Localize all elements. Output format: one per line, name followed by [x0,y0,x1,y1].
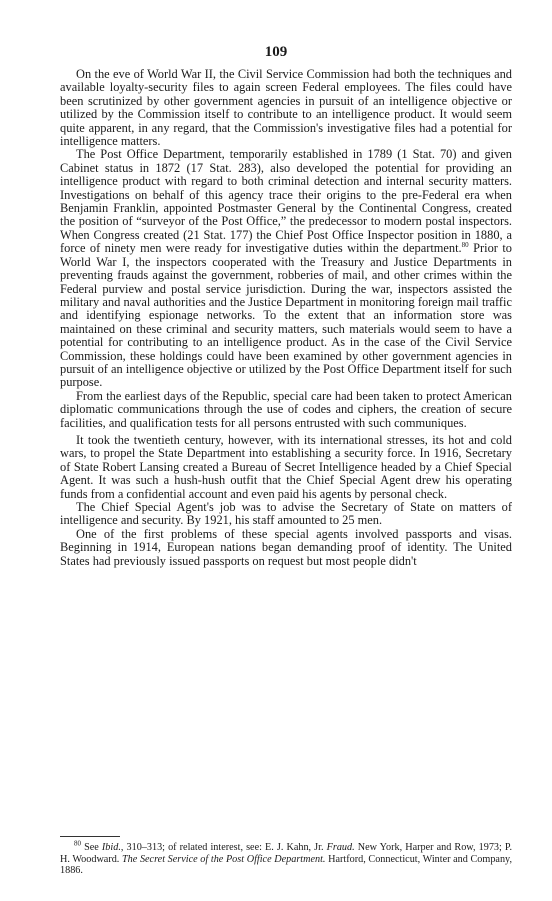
paragraph-state-department: It took the twentieth century, however, with its international stresses, its hot and cold wars, to propel the State Department into establishing a security force. In 1916, Secretary of State Robert Lansing created a Bureau of Secret Intelligence headed by a Chief Special Agent. It was such a hush-hush outfit that the Chief Special Agent drew his operating funds from a confidential account and even paid his agents by personal check. [60,432,512,501]
footnote-text-c: Hartford, Connecticut, Winter and Company, 1886. [60,853,513,877]
footnote [60,839,513,877]
paragraph-post-office-continued: Prior to World War I, the inspectors cooperated with the Treasury and Justice Departments in preventing frauds against the government, robberies of mail, and other crimes within the Federal purview and postal service jurisdiction. During the war, inspectors assisted the military and naval authorities and the Justice Department in monitoring foreign mail traffic and identifying espionage networks. To the extent that an information store was maintained on these criminal and security matters, such materials would seem to have a potential for contributing to an intelligence product. As in the case of the Civil Service Commission, these holdings could have been examined by other government agencies in pursuit of an intelligence objective or utilized by the Post Office Department itself for such purpose. [60,241,512,390]
paragraph-post-office-text: The Post Office Department, temporarily established in 1789 (1 Stat. 70) and given Cabinet status in 1872 (17 Stat. 283), also developed the potential for providing an intelligence product with regard to both criminal detection and internal security matters. Investigations on behalf of this agency trace their origins to the pre-Federal era when Benjamin Franklin, appointed Postmaster General by the Continental Congress, created the position of “surveyor of the Post Office,” the predecessor to modern postal inspectors. When Congress created (21 Stat. 177) the Chief Post Office Inspector position in 1880, a force of ninety men were ready for investigative duties within the department. [60,147,512,256]
footnote-text-a: , 310–313; of related interest, see: E. J. Kahn, Jr. [120,842,324,853]
page-number: 109 [264,44,288,60]
paragraph-passports: One of the first problems of these special agents involved passports and visas. Beginning in 1914, European nations began demanding proof of identity. The United States had previously issued passports on request but most people didn't [60,526,512,568]
footnote-marker: 80 [74,839,81,848]
paragraph-civil-service: On the eve of World War II, the Civil Service Commission had both the techniques and available loyalty-security files to again screen Federal employees. The files could have been scrutinized by other government agencies in pursuit of an intelligence objective or utilized by the Commission itself to contribute to an intelligence product. It would seem quite apparent, in any regard, that the Commission's investigative files had a potential for intelligence matters. [60,67,512,149]
footnote-reference: 80 [461,241,469,250]
paragraph-diplomatic: From the earliest days of the Republic, special care had been taken to protect American diplomatic communications through the use of codes and ciphers, the creation of secure facilities, and qualification tests for all persons entrusted with such communiques. [60,388,512,430]
footnote-title-secret-service: The Secret Service of the Post Office Department. [122,853,326,865]
footnote-divider [60,836,120,837]
paragraph-post-office [60,148,512,389]
footnote-text-b: New York, Harper and Row, 1973; P. H. Woodward. [60,842,513,865]
footnote-title-fraud: Fraud. [326,842,355,853]
paragraph-chief-special-agent: The Chief Special Agent's job was to advise the Secretary of State on matters of intelligence and security. By 1921, his staff amounted to 25 men. [60,500,512,528]
body-text [60,68,512,568]
footnote-ibid: Ibid. [101,842,121,853]
footnote-see: See [84,842,99,853]
